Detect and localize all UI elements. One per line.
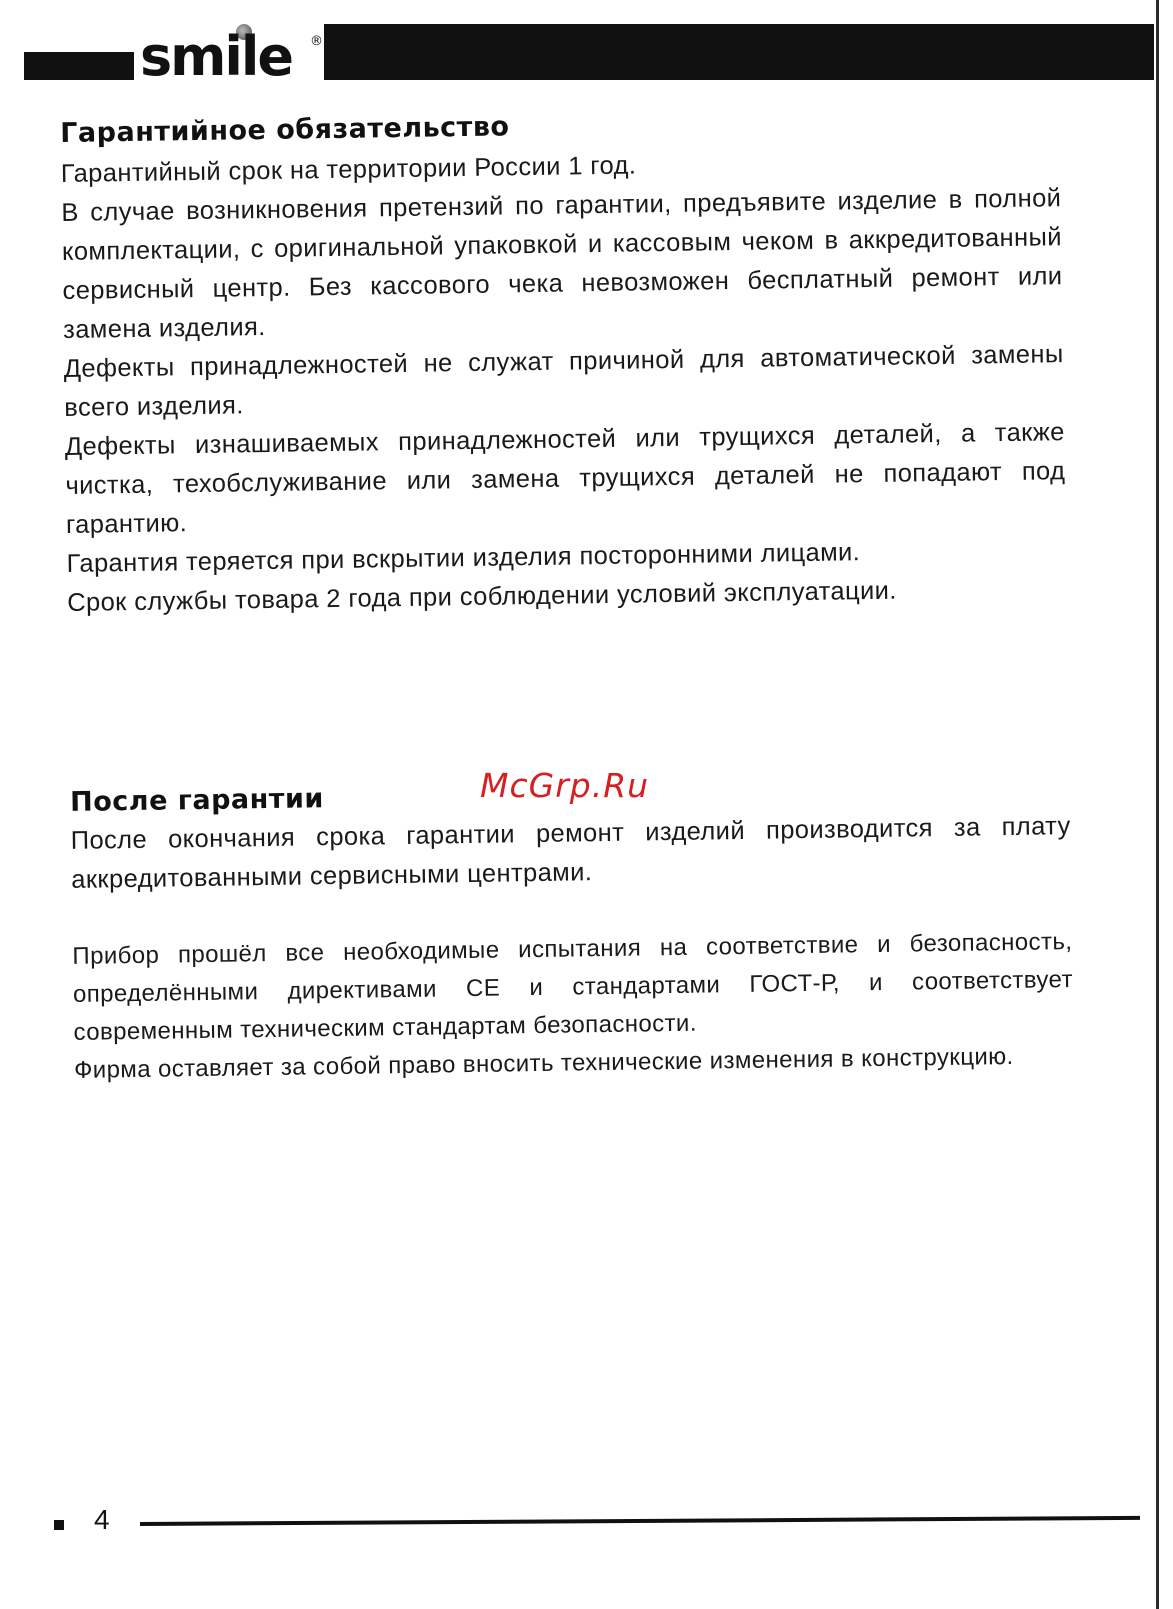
page-number: 4 — [94, 1504, 110, 1535]
compliance-paragraph: Прибор прошёл все необходимые испытания на соответствие и безопасность, определёнными директивами CE и стандартами ГОСТ-Р, и соответствует современным техническим стандартам безопасности. — [72, 928, 1074, 1046]
warranty-paragraph: Гарантийный срок на территории России 1 год. — [60, 151, 637, 188]
page-edge-shadow — [1156, 0, 1159, 1609]
warranty-section — [60, 103, 1067, 623]
header-bar — [24, 24, 1154, 88]
page-content — [60, 103, 1074, 1090]
page-footer — [54, 1500, 1144, 1550]
warranty-paragraph: Дефекты принадлежностей не служат причиной для автоматической замены всего изделия. — [63, 340, 1064, 422]
compliance-paragraph: Фирма оставляет за собой право вносить технические изменения в конструкцию. — [73, 1042, 1014, 1084]
footer-bullet-icon — [54, 1520, 64, 1530]
warranty-paragraph: Гарантия теряется при вскрытии изделия посторонними лицами. — [66, 538, 861, 578]
after-warranty-heading: После гарантии — [69, 783, 325, 818]
compliance-section — [72, 923, 1074, 1090]
header-bar-left-block — [24, 52, 134, 80]
header-bar-right-block — [324, 24, 1154, 80]
warranty-heading: Гарантийное обязательство — [60, 111, 510, 149]
warranty-paragraph: Срок службы товара 2 года при соблюдении условий эксплуатации. — [66, 576, 897, 617]
footer-rule — [140, 1516, 1140, 1526]
brand-logo: smile — [140, 25, 293, 88]
warranty-paragraph: Дефекты изнашиваемых принадлежностей или трущихся деталей, а также чистка, техобслуживание или замена трущихся деталей не попадают под гарантию. — [64, 418, 1066, 539]
warranty-paragraph: В случае возникновения претензий по гарантии, предъявите изделие в полной комплектации, с оригинальной упаковкой и кассовым чеком в аккредитованный сервисный центр. Без кассового чека невозможен бесплатный ремонт или замена изделия. — [61, 184, 1063, 344]
watermark-link[interactable]: McGrp.Ru — [480, 766, 650, 805]
after-warranty-paragraph: После окончания срока гарантии ремонт изделий производится за плату аккредитованными сервисными центрами. — [70, 812, 1071, 894]
registered-mark: ® — [310, 34, 323, 49]
